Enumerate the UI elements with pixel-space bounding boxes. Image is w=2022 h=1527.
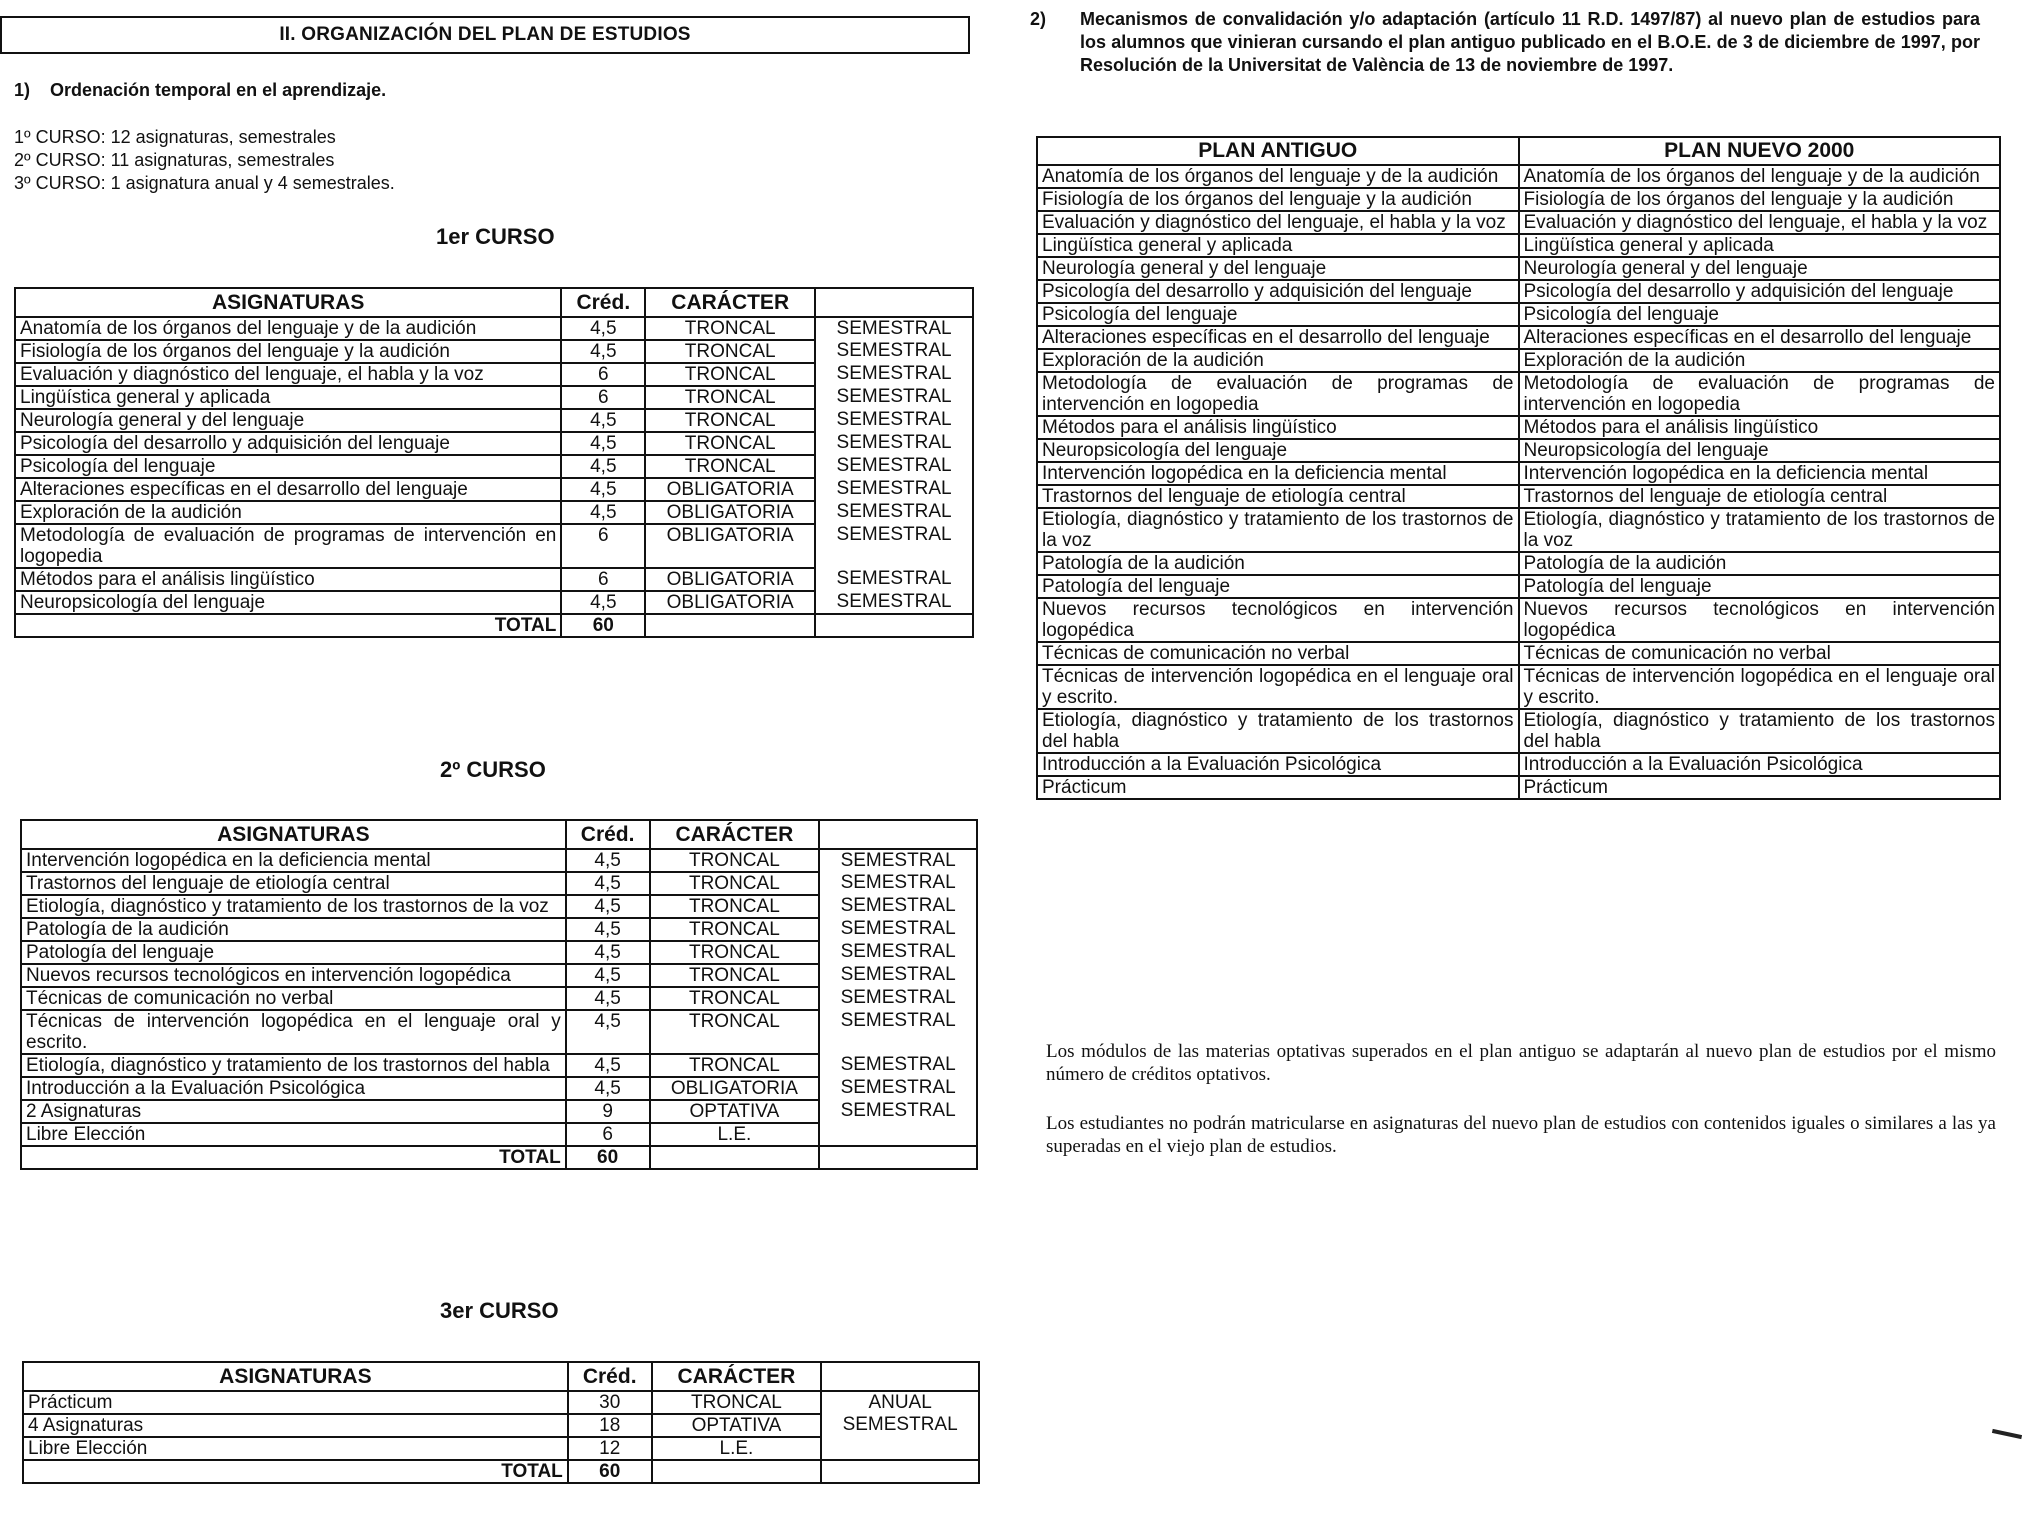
subject-character: OPTATIVA [652, 1414, 822, 1437]
subject-name: Libre Elección [23, 1437, 568, 1460]
old-plan-subject: Intervención logopédica en la deficiencia mental [1037, 462, 1519, 485]
table-row [15, 524, 973, 568]
table-row [1037, 188, 2000, 211]
old-plan-subject: Fisiología de los órganos del lenguaje y la audición [1037, 188, 1519, 211]
subject-character: TRONCAL [650, 1010, 820, 1054]
subject-duration: SEMESTRAL [819, 872, 977, 895]
new-plan-subject: Patología de la audición [1519, 552, 2001, 575]
subject-credits: 4,5 [566, 918, 650, 941]
subject-character: TRONCAL [650, 872, 820, 895]
subject-character: TRONCAL [645, 432, 815, 455]
new-plan-subject: Técnicas de intervención logopédica en el lenguaje oral y escrito. [1519, 665, 2001, 709]
total-credits: 60 [561, 614, 645, 637]
course-table-1 [14, 287, 974, 638]
subject-character: TRONCAL [650, 895, 820, 918]
table-row [21, 941, 977, 964]
table-header-row [23, 1362, 979, 1391]
subject-duration: SEMESTRAL [819, 918, 977, 941]
subjects-header: ASIGNATURAS [21, 820, 566, 849]
subject-name: Neurología general y del lenguaje [15, 409, 561, 432]
old-plan-subject: Evaluación y diagnóstico del lenguaje, el habla y la voz [1037, 211, 1519, 234]
subject-credits: 4,5 [566, 964, 650, 987]
subject-character: OBLIGATORIA [645, 591, 815, 614]
new-plan-subject: Trastornos del lenguaje de etiología central [1519, 485, 2001, 508]
subject-credits: 4,5 [561, 432, 645, 455]
old-plan-subject: Neuropsicología del lenguaje [1037, 439, 1519, 462]
character-header: CARÁCTER [645, 288, 815, 317]
table-row [21, 964, 977, 987]
subject-duration: SEMESTRAL [821, 1414, 979, 1437]
character-header: CARÁCTER [650, 820, 820, 849]
subject-duration: SEMESTRAL [819, 849, 977, 872]
subject-name: Anatomía de los órganos del lenguaje y de la audición [15, 317, 561, 340]
subject-duration [819, 1123, 977, 1146]
subject-credits: 9 [566, 1100, 650, 1123]
old-plan-subject: Etiología, diagnóstico y tratamiento de los trastornos de la voz [1037, 508, 1519, 552]
subject-name: Etiología, diagnóstico y tratamiento de los trastornos del habla [21, 1054, 566, 1077]
subject-name: Exploración de la audición [15, 501, 561, 524]
table-row [1037, 709, 2000, 753]
subject-name: Patología del lenguaje [21, 941, 566, 964]
subject-credits: 30 [568, 1391, 652, 1414]
subject-name: Etiología, diagnóstico y tratamiento de los trastornos de la voz [21, 895, 566, 918]
subject-character: TRONCAL [645, 317, 815, 340]
subject-credits: 4,5 [561, 317, 645, 340]
subject-credits: 4,5 [561, 501, 645, 524]
subject-character: TRONCAL [650, 941, 820, 964]
note-matricula: Los estudiantes no podrán matricularse en asignaturas del nuevo plan de estudios con contenidos iguales o similares a las ya superadas en el viejo plan de estudios. [1046, 1113, 1996, 1157]
credits-header: Créd. [566, 820, 650, 849]
total-row [21, 1146, 977, 1169]
subject-name: Libre Elección [21, 1123, 566, 1146]
subject-duration: SEMESTRAL [819, 964, 977, 987]
table-row [1037, 485, 2000, 508]
adaptation-header-row [1037, 137, 2000, 165]
new-plan-subject: Etiología, diagnóstico y tratamiento de los trastornos del habla [1519, 709, 2001, 753]
table-row [1037, 508, 2000, 552]
table-row [23, 1437, 979, 1460]
subject-credits: 4,5 [566, 941, 650, 964]
table-row [21, 1077, 977, 1100]
old-plan-subject: Métodos para el análisis lingüístico [1037, 416, 1519, 439]
old-plan-subject: Lingüística general y aplicada [1037, 234, 1519, 257]
table-row [1037, 462, 2000, 485]
subject-duration: SEMESTRAL [815, 524, 973, 568]
subject-duration: SEMESTRAL [819, 987, 977, 1010]
table-row [1037, 665, 2000, 709]
table-row [21, 895, 977, 918]
subject-name: 2 Asignaturas [21, 1100, 566, 1123]
subject-character: OBLIGATORIA [645, 478, 815, 501]
subject-duration: SEMESTRAL [815, 386, 973, 409]
ordering-number: 1) [14, 80, 31, 100]
subject-name: Evaluación y diagnóstico del lenguaje, el habla y la voz [15, 363, 561, 386]
margin-mark [1992, 1429, 2022, 1439]
mechanisms-text: Mecanismos de convalidación y/o adaptación (artículo 11 R.D. 1497/87) al nuevo plan de estudios para los alumnos que vinieran cursando el plan antiguo publicado en el B.O.E. de 3 de diciembre de 1997, por Resolución de la Universitat de València de 13 de noviembre de 1997. [1080, 9, 1980, 75]
new-plan-subject: Metodología de evaluación de programas de intervención en logopedia [1519, 372, 2001, 416]
old-plan-subject: Introducción a la Evaluación Psicológica [1037, 753, 1519, 776]
new-plan-subject: Lingüística general y aplicada [1519, 234, 2001, 257]
table-row [1037, 280, 2000, 303]
subject-name: Lingüística general y aplicada [15, 386, 561, 409]
total-empty [652, 1460, 822, 1483]
total-empty [650, 1146, 820, 1169]
subject-name: Alteraciones específicas en el desarrollo del lenguaje [15, 478, 561, 501]
new-plan-subject: Métodos para el análisis lingüístico [1519, 416, 2001, 439]
table-row [15, 455, 973, 478]
new-plan-header: PLAN NUEVO 2000 [1519, 137, 2001, 165]
table-row [1037, 416, 2000, 439]
total-empty [645, 614, 815, 637]
subject-name: Neuropsicología del lenguaje [15, 591, 561, 614]
total-label: TOTAL [15, 614, 561, 637]
subject-duration: SEMESTRAL [815, 568, 973, 591]
old-plan-subject: Trastornos del lenguaje de etiología central [1037, 485, 1519, 508]
subject-duration: SEMESTRAL [815, 501, 973, 524]
subject-name: Nuevos recursos tecnológicos en intervención logopédica [21, 964, 566, 987]
subject-name: Psicología del desarrollo y adquisición del lenguaje [15, 432, 561, 455]
mechanisms-number: 2) [1030, 9, 1047, 29]
subject-credits: 4,5 [561, 340, 645, 363]
new-plan-subject: Evaluación y diagnóstico del lenguaje, el habla y la voz [1519, 211, 2001, 234]
new-plan-subject: Exploración de la audición [1519, 349, 2001, 372]
subject-name: Prácticum [23, 1391, 568, 1414]
new-plan-subject: Anatomía de los órganos del lenguaje y de la audición [1519, 165, 2001, 188]
table-row [1037, 257, 2000, 280]
subject-duration: SEMESTRAL [819, 895, 977, 918]
mechanisms-heading [1030, 8, 1980, 77]
table-row [21, 1054, 977, 1077]
new-plan-subject: Prácticum [1519, 776, 2001, 799]
subject-duration: SEMESTRAL [815, 455, 973, 478]
table-row [15, 386, 973, 409]
blank-header [815, 288, 973, 317]
subject-credits: 4,5 [566, 872, 650, 895]
subject-credits: 4,5 [566, 1077, 650, 1100]
table-row [15, 501, 973, 524]
table-header-row [21, 820, 977, 849]
table-row [1037, 372, 2000, 416]
subject-character: OBLIGATORIA [650, 1077, 820, 1100]
new-plan-subject: Técnicas de comunicación no verbal [1519, 642, 2001, 665]
subject-character: OPTATIVA [650, 1100, 820, 1123]
subject-name: Metodología de evaluación de programas de intervención en logopedia [15, 524, 561, 568]
subjects-header: ASIGNATURAS [23, 1362, 568, 1391]
subject-credits: 4,5 [561, 409, 645, 432]
subject-credits: 18 [568, 1414, 652, 1437]
subject-character: OBLIGATORIA [645, 501, 815, 524]
ordering-title: Ordenación temporal en el aprendizaje. [50, 80, 387, 100]
subject-character: TRONCAL [645, 386, 815, 409]
subject-credits: 4,5 [566, 1054, 650, 1077]
subject-name: Patología de la audición [21, 918, 566, 941]
new-plan-subject: Psicología del lenguaje [1519, 303, 2001, 326]
credits-header: Créd. [561, 288, 645, 317]
subject-name: Psicología del lenguaje [15, 455, 561, 478]
course-table-2 [20, 819, 978, 1170]
subject-character: TRONCAL [650, 964, 820, 987]
table-row [1037, 326, 2000, 349]
subject-name: Técnicas de comunicación no verbal [21, 987, 566, 1010]
old-plan-subject: Técnicas de comunicación no verbal [1037, 642, 1519, 665]
table-row [1037, 598, 2000, 642]
subject-character: L.E. [650, 1123, 820, 1146]
subjects-header: ASIGNATURAS [15, 288, 561, 317]
new-plan-subject: Fisiología de los órganos del lenguaje y la audición [1519, 188, 2001, 211]
subject-credits: 6 [561, 568, 645, 591]
table-row [21, 987, 977, 1010]
subject-credits: 4,5 [566, 987, 650, 1010]
subject-credits: 4,5 [566, 895, 650, 918]
note-optativas: Los módulos de las materias optativas superados en el plan antiguo se adaptarán al nuevo plan de estudios por el mismo número de créditos optativos. [1046, 1041, 1996, 1085]
table-row [21, 1010, 977, 1054]
adaptation-table [1036, 136, 2001, 800]
table-row [21, 849, 977, 872]
subject-duration: SEMESTRAL [819, 1100, 977, 1123]
subject-credits: 6 [566, 1123, 650, 1146]
total-row [23, 1460, 979, 1483]
course-summary [14, 126, 395, 195]
subject-name: Fisiología de los órganos del lenguaje y la audición [15, 340, 561, 363]
subject-duration: SEMESTRAL [815, 317, 973, 340]
subject-character: TRONCAL [650, 918, 820, 941]
subject-character: TRONCAL [650, 987, 820, 1010]
subject-character: TRONCAL [650, 849, 820, 872]
subject-duration: SEMESTRAL [815, 409, 973, 432]
new-plan-subject: Intervención logopédica en la deficiencia mental [1519, 462, 2001, 485]
table-row [21, 872, 977, 895]
table-row [1037, 234, 2000, 257]
table-row [15, 432, 973, 455]
course-title-1: 1er CURSO [436, 224, 555, 249]
total-credits: 60 [566, 1146, 650, 1169]
table-row [21, 1100, 977, 1123]
total-empty [815, 614, 973, 637]
total-label: TOTAL [23, 1460, 568, 1483]
subject-duration: ANUAL [821, 1391, 979, 1414]
subject-duration: SEMESTRAL [819, 1054, 977, 1077]
subject-credits: 4,5 [561, 591, 645, 614]
subject-duration: SEMESTRAL [815, 340, 973, 363]
table-row [1037, 753, 2000, 776]
new-plan-subject: Alteraciones específicas en el desarrollo del lenguaje [1519, 326, 2001, 349]
old-plan-subject: Patología de la audición [1037, 552, 1519, 575]
subject-character: OBLIGATORIA [645, 524, 815, 568]
character-header: CARÁCTER [652, 1362, 822, 1391]
subject-credits: 4,5 [561, 478, 645, 501]
old-plan-subject: Neurología general y del lenguaje [1037, 257, 1519, 280]
summary-line: 3º CURSO: 1 asignatura anual y 4 semestrales. [14, 173, 395, 193]
table-row [1037, 552, 2000, 575]
new-plan-subject: Neurología general y del lenguaje [1519, 257, 2001, 280]
subject-character: TRONCAL [650, 1054, 820, 1077]
subject-name: Métodos para el análisis lingüístico [15, 568, 561, 591]
subject-character: L.E. [652, 1437, 822, 1460]
table-row [1037, 349, 2000, 372]
table-row [15, 478, 973, 501]
table-header-row [15, 288, 973, 317]
subject-credits: 6 [561, 363, 645, 386]
new-plan-subject: Psicología del desarrollo y adquisición del lenguaje [1519, 280, 2001, 303]
new-plan-subject: Etiología, diagnóstico y tratamiento de los trastornos de la voz [1519, 508, 2001, 552]
table-row [1037, 165, 2000, 188]
credits-header: Créd. [568, 1362, 652, 1391]
course-title-3: 3er CURSO [440, 1298, 559, 1323]
table-row [15, 591, 973, 614]
subject-credits: 6 [561, 386, 645, 409]
table-row [1037, 776, 2000, 799]
subject-duration: SEMESTRAL [815, 363, 973, 386]
subject-duration: SEMESTRAL [815, 591, 973, 614]
subject-credits: 4,5 [566, 849, 650, 872]
total-empty [819, 1146, 977, 1169]
new-plan-subject: Nuevos recursos tecnológicos en intervención logopédica [1519, 598, 2001, 642]
old-plan-subject: Patología del lenguaje [1037, 575, 1519, 598]
subject-character: TRONCAL [645, 455, 815, 478]
table-row [23, 1414, 979, 1437]
table-row [15, 409, 973, 432]
old-plan-header: PLAN ANTIGUO [1037, 137, 1519, 165]
subject-credits: 4,5 [561, 455, 645, 478]
subject-duration: SEMESTRAL [815, 478, 973, 501]
old-plan-subject: Nuevos recursos tecnológicos en intervención logopédica [1037, 598, 1519, 642]
subject-character: TRONCAL [652, 1391, 822, 1414]
table-row [1037, 642, 2000, 665]
subject-duration: SEMESTRAL [815, 432, 973, 455]
subject-credits: 6 [561, 524, 645, 568]
subject-name: Trastornos del lenguaje de etiología central [21, 872, 566, 895]
old-plan-subject: Anatomía de los órganos del lenguaje y de la audición [1037, 165, 1519, 188]
old-plan-subject: Psicología del lenguaje [1037, 303, 1519, 326]
total-empty [821, 1460, 979, 1483]
subject-name: Introducción a la Evaluación Psicológica [21, 1077, 566, 1100]
table-row [1037, 303, 2000, 326]
total-row [15, 614, 973, 637]
subject-name: Técnicas de intervención logopédica en el lenguaje oral y escrito. [21, 1010, 566, 1054]
subject-character: TRONCAL [645, 363, 815, 386]
table-row [23, 1391, 979, 1414]
ordering-heading [14, 80, 386, 101]
old-plan-subject: Alteraciones específicas en el desarrollo del lenguaje [1037, 326, 1519, 349]
subject-character: TRONCAL [645, 340, 815, 363]
subject-character: TRONCAL [645, 409, 815, 432]
blank-header [819, 820, 977, 849]
subject-credits: 4,5 [566, 1010, 650, 1054]
subject-duration: SEMESTRAL [819, 1077, 977, 1100]
total-label: TOTAL [21, 1146, 566, 1169]
table-row [15, 568, 973, 591]
old-plan-subject: Prácticum [1037, 776, 1519, 799]
summary-line: 1º CURSO: 12 asignaturas, semestrales [14, 127, 336, 147]
subject-duration: SEMESTRAL [819, 941, 977, 964]
blank-header [821, 1362, 979, 1391]
new-plan-subject: Patología del lenguaje [1519, 575, 2001, 598]
old-plan-subject: Etiología, diagnóstico y tratamiento de los trastornos del habla [1037, 709, 1519, 753]
subject-duration: SEMESTRAL [819, 1010, 977, 1054]
subject-name: Intervención logopédica en la deficiencia mental [21, 849, 566, 872]
table-row [1037, 575, 2000, 598]
table-row [15, 317, 973, 340]
table-row [15, 340, 973, 363]
table-row [15, 363, 973, 386]
old-plan-subject: Psicología del desarrollo y adquisición del lenguaje [1037, 280, 1519, 303]
old-plan-subject: Técnicas de intervención logopédica en el lenguaje oral y escrito. [1037, 665, 1519, 709]
summary-line: 2º CURSO: 11 asignaturas, semestrales [14, 150, 335, 170]
course-table-3 [22, 1361, 980, 1484]
new-plan-subject: Neuropsicología del lenguaje [1519, 439, 2001, 462]
subject-name: 4 Asignaturas [23, 1414, 568, 1437]
course-title-2: 2º CURSO [440, 757, 546, 782]
table-row [21, 1123, 977, 1146]
section-header: II. ORGANIZACIÓN DEL PLAN DE ESTUDIOS [0, 16, 970, 54]
table-row [21, 918, 977, 941]
new-plan-subject: Introducción a la Evaluación Psicológica [1519, 753, 2001, 776]
subject-credits: 12 [568, 1437, 652, 1460]
old-plan-subject: Exploración de la audición [1037, 349, 1519, 372]
subject-character: OBLIGATORIA [645, 568, 815, 591]
table-row [1037, 211, 2000, 234]
total-credits: 60 [568, 1460, 652, 1483]
old-plan-subject: Metodología de evaluación de programas de intervención en logopedia [1037, 372, 1519, 416]
subject-duration [821, 1437, 979, 1460]
table-row [1037, 439, 2000, 462]
